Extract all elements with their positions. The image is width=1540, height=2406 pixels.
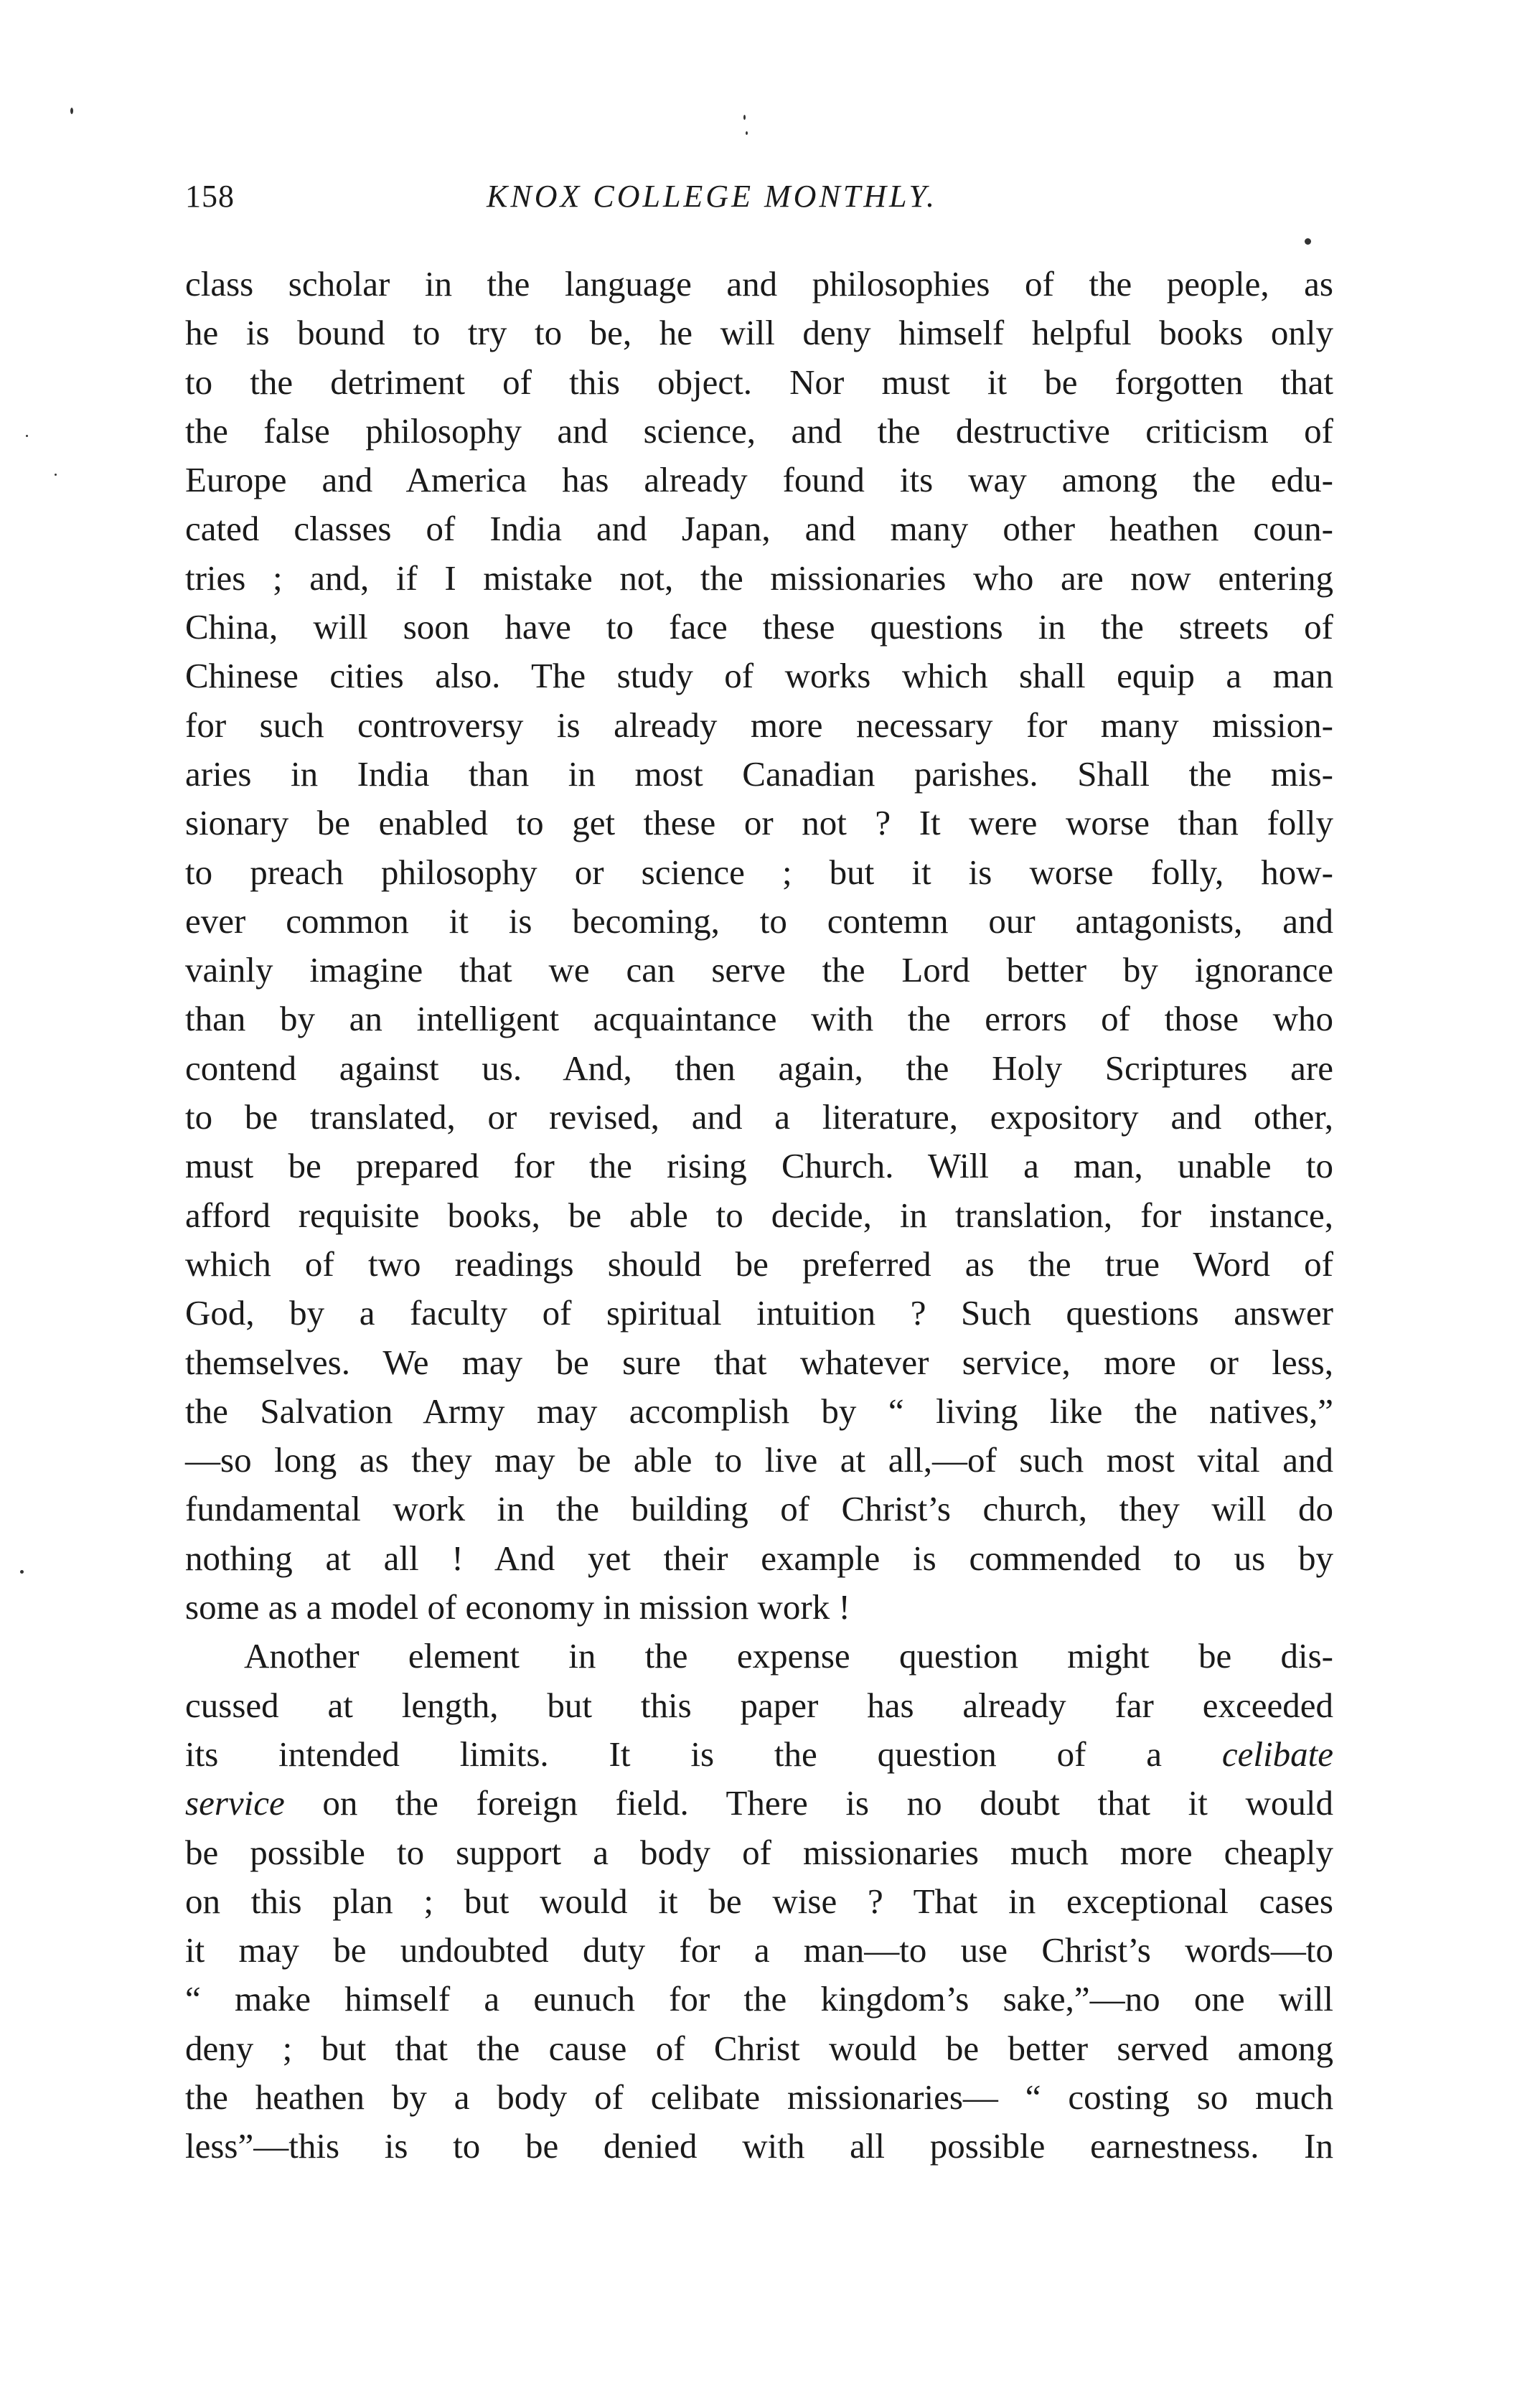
text-line: vainly imagine that we can serve the Lord better by ignorance [185,950,1333,990]
text-line: Another element in the expense question might be dis- [244,1636,1333,1676]
italic-word: service [185,1783,285,1823]
text-line: aries in India than in most Canadian parishes. Shall the mis- [185,753,1333,794]
text-line: less”—this is to be denied with all possible earnestness. In [185,2126,1333,2166]
text-line: for such controversy is already more necessary for many mission- [185,705,1333,745]
text-line: nothing at all ! And yet their example is commended to us by [185,1538,1333,1578]
text-line: fundamental work in the building of Christ’s church, they will do [185,1489,1333,1529]
text-line: must be prepared for the rising Church. Will a man, unable to [185,1146,1333,1186]
text-line: Europe and America has already found its way among the edu- [185,460,1333,500]
text-line: tries ; and, if I mistake not, the missionaries who are now entering [185,558,1333,598]
scan-speck [70,108,73,114]
text-line: China, will soon have to face these questions in the streets of [185,607,1333,647]
scan-speck [746,131,748,135]
text-line: cated classes of India and Japan, and many other heathen coun- [185,509,1333,549]
text-line: than by an intelligent acquaintance with the errors of those who [185,999,1333,1039]
text-line [185,1730,1333,1779]
text-line: ever common it is becoming, to contemn our antagonists, and [185,901,1333,941]
text-line: he is bound to try to be, he will deny himself helpful books only [185,313,1333,353]
scan-speck [26,435,28,437]
text-line: God, by a faculty of spiritual intuition ? Such questions answer [185,1293,1333,1333]
text-run: its intended limits. It is the question of a [185,1734,1222,1774]
page-header [185,178,1333,235]
text-line: to the detriment of this object. Nor must it be forgotten that [185,362,1333,402]
scan-speck [20,1570,24,1574]
text-line [185,1779,1333,1828]
scan-speck [55,474,57,476]
scan-speck [743,115,746,120]
text-line: “ make himself a eunuch for the kingdom’s sake,”—no one will [185,1979,1333,2019]
text-line: on this plan ; but would it be wise ? That in exceptional cases [185,1881,1333,1921]
text-line: Chinese cities also. The study of works which shall equip a man [185,656,1333,696]
page-number: 158 [185,179,235,214]
text-line: the Salvation Army may accomplish by “ living like the natives,” [185,1391,1333,1431]
text-line: class scholar in the language and philosophies of the people, as [185,264,1333,304]
paragraph-1 [185,260,1333,1632]
text-line: the heathen by a body of celibate missionaries— “ costing so much [185,2077,1333,2117]
paragraph-2 [185,1632,1333,2171]
text-line: some as a model of economy in mission work ! [185,1587,850,1627]
italic-word: celibate [1221,1734,1333,1774]
text-line: afford requisite books, be able to decide, in translation, for instance, [185,1195,1333,1235]
text-line: the false philosophy and science, and the destructive criticism of [185,410,1333,451]
running-title: KNOX COLLEGE MONTHLY. [487,179,937,214]
text-line: which of two readings should be preferred as the true Word of [185,1244,1333,1284]
text-line: be possible to support a body of missionaries much more cheaply [185,1832,1333,1872]
scan-speck [1305,238,1311,245]
text-line: it may be undoubted duty for a man—to use Christ’s words—to [185,1930,1333,1970]
text-line: contend against us. And, then again, the Holy Scriptures are [185,1048,1333,1088]
text-line: —so long as they may be able to live at all,—of such most vital and [185,1440,1333,1480]
text-line: cussed at length, but this paper has already far exceeded [185,1685,1333,1725]
text-line: deny ; but that the cause of Christ would be better served among [185,2028,1333,2068]
text-line: themselves. We may be sure that whatever service, more or less, [185,1342,1333,1382]
text-line: to preach philosophy or science ; but it is worse folly, how- [185,852,1333,892]
text-body [185,260,1333,2171]
text-line: sionary be enabled to get these or not ? It were worse than folly [185,803,1333,843]
text-line: to be translated, or revised, and a literature, expository and other, [185,1097,1333,1137]
text-run: on the foreign field. There is no doubt that it would [284,1783,1333,1823]
